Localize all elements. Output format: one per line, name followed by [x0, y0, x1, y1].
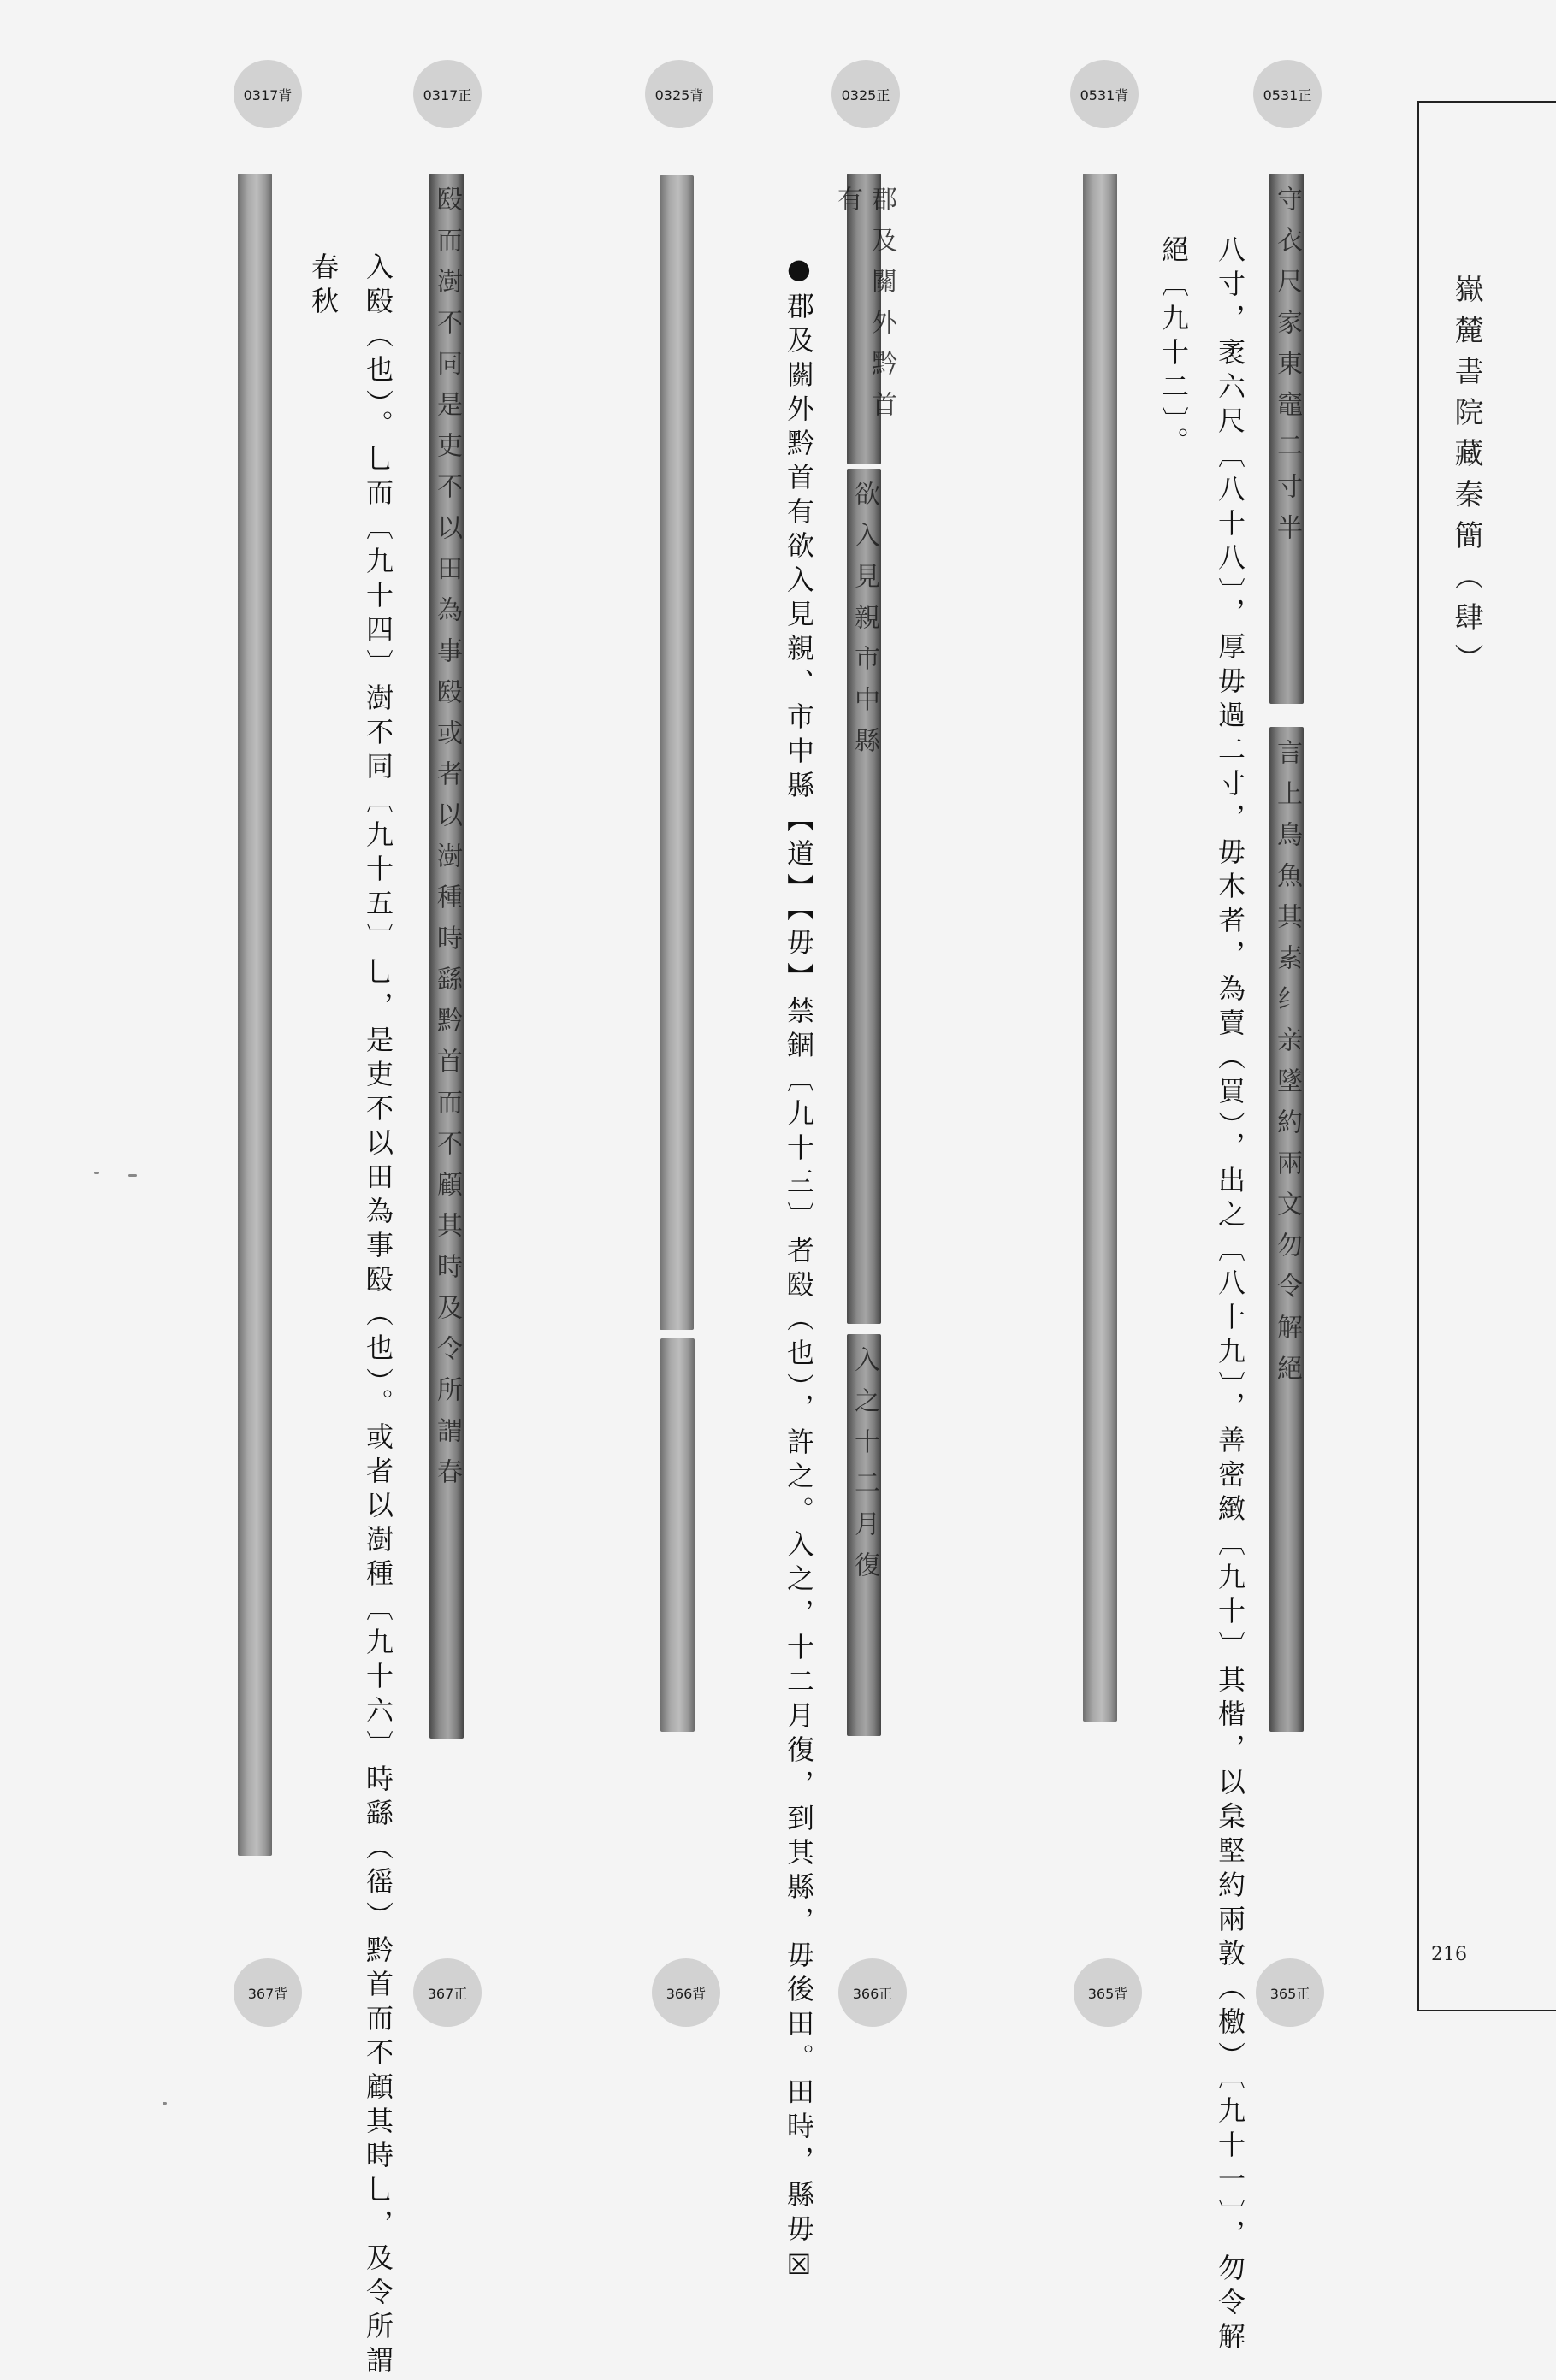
bamboo-slip-0531-front-lower [1269, 727, 1304, 1732]
slip-inscription: 守衣尺家東竈二寸半 [1272, 186, 1302, 555]
slip-inscription: 郡及關外黔首有 [832, 186, 896, 432]
bamboo-slip-0531-back [1083, 174, 1117, 1722]
slip-label-0325-front: 0325正 [831, 60, 900, 128]
page-number: 216 [1431, 1944, 1467, 1965]
bamboo-slip-0325-front-upper [832, 174, 896, 464]
slip-label-0317-front: 0317正 [413, 60, 482, 128]
slip-inscription: 殹而澍不同是吏不以田為事殹或者以澍種時繇黔首而不顧其時及令所謂春 [432, 186, 462, 1499]
slip-inscription: 入之十二月復 [849, 1346, 879, 1592]
slip-number-365-back: 365背 [1074, 1958, 1142, 2027]
bamboo-slip-0317-front [429, 174, 464, 1739]
slip-label-0531-front: 0531正 [1253, 60, 1322, 128]
transcription-367-line-1: 入殹（也）。乚而〔九十四〕澍不同〔九十五〕乚，是吏不以田為事殹（也）。或者以澍種〔九十六〕時繇（徭）黔首而不顧其時乚，及令所謂 [362, 252, 394, 2380]
bamboo-slip-0325-back-upper [660, 175, 694, 1330]
slip-number-367-back: 367背 [234, 1958, 302, 2027]
book-title: 嶽麓書院藏秦簡（肆） [1449, 274, 1483, 684]
bamboo-slip-0325-front-middle [847, 469, 881, 1324]
slip-number-366-back: 366背 [652, 1958, 720, 2027]
slip-inscription: 欲入見親市中縣 [849, 481, 879, 768]
scan-speck [128, 1174, 137, 1177]
bamboo-slip-0531-front-upper [1269, 174, 1304, 704]
slip-number-367-front: 367正 [413, 1958, 482, 2027]
slip-label-0317-back: 0317背 [234, 60, 302, 128]
slip-number-366-front: 366正 [838, 1958, 907, 2027]
bamboo-slip-0317-back [238, 174, 272, 1856]
bamboo-slip-0325-back-lower [660, 1338, 695, 1732]
transcription-365-line-2: 絕〔九十二〕。 [1157, 235, 1190, 461]
slip-inscription: 言上鳥魚其素纟亲墜約兩文勿令解絕 [1272, 739, 1302, 1396]
scan-speck [163, 2102, 167, 2105]
scan-speck [94, 1172, 99, 1174]
transcription-367-line-2: 春秋 [307, 252, 340, 321]
slip-label-0325-back: 0325背 [645, 60, 713, 128]
slip-number-365-front: 365正 [1256, 1958, 1324, 2027]
transcription-366-line-1: ●郡及關外黔首有欲入見親、市中縣【道】【毋】禁錮〔九十三〕者殹（也），許之。入之，十二月復，到其縣，毋後田。田時，縣毋☒ [783, 252, 815, 2288]
bamboo-slip-0325-front-lower [847, 1334, 881, 1736]
transcription-365-line-1: 八寸，袤六尺〔八十八〕，厚毋過二寸，毋木者，為賣（買），出之〔八十九〕，善密緻〔九十〕其楷，以枲堅約兩敦（檄）〔九十一〕，勿令解 [1214, 235, 1246, 2356]
slip-label-0531-back: 0531背 [1070, 60, 1139, 128]
